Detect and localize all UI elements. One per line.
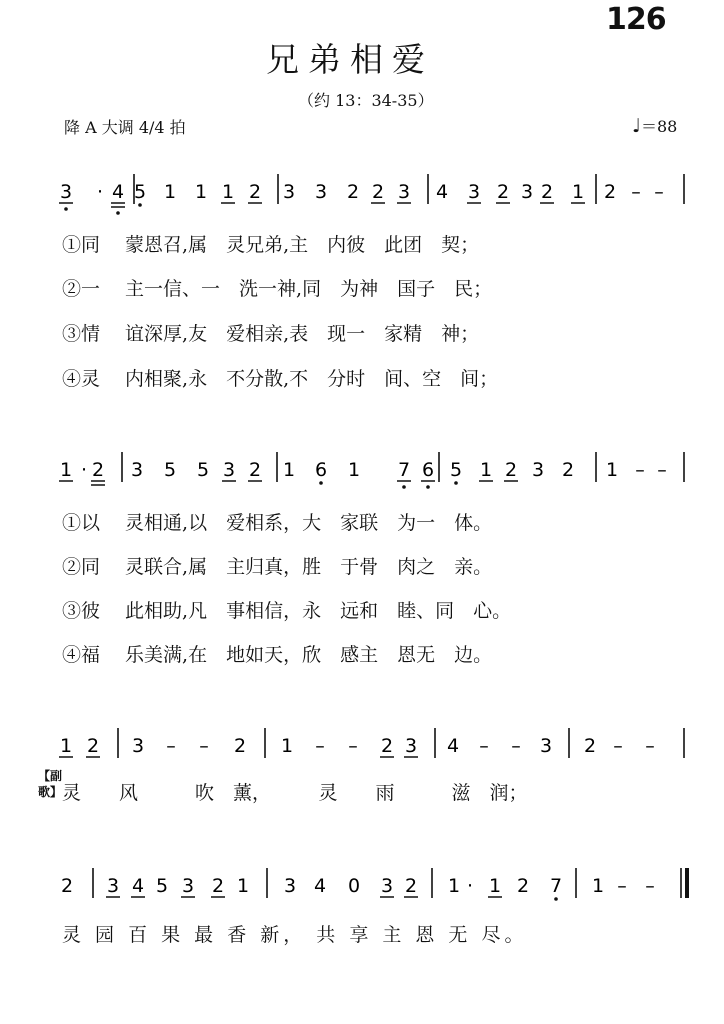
note: 6 bbox=[314, 459, 328, 481]
note: 3 bbox=[467, 181, 481, 203]
scripture-reference: （约 13：34-35） bbox=[298, 91, 434, 110]
note: 5 bbox=[449, 459, 463, 481]
note: 1 bbox=[280, 735, 294, 757]
note: 4 bbox=[446, 735, 460, 757]
note: 2 bbox=[211, 875, 225, 897]
notation-line-2 bbox=[0, 450, 724, 490]
note: 1 bbox=[479, 459, 493, 481]
note: 5 bbox=[196, 459, 210, 481]
notation-line-1 bbox=[0, 172, 724, 212]
note: 1 bbox=[488, 875, 502, 897]
octave-dot bbox=[116, 211, 120, 215]
note: 1 bbox=[591, 875, 605, 897]
note: – bbox=[617, 875, 627, 897]
note: – bbox=[645, 735, 655, 757]
note: – bbox=[479, 735, 489, 757]
tempo-value: ＝88 bbox=[640, 117, 678, 136]
note: 3 bbox=[181, 875, 195, 897]
note: 2 bbox=[346, 181, 360, 203]
note: 3 bbox=[282, 181, 296, 203]
octave-dot bbox=[319, 481, 323, 485]
note: 2 bbox=[603, 181, 617, 203]
note: 2 bbox=[248, 459, 262, 481]
note: 2 bbox=[583, 735, 597, 757]
note: 3 bbox=[380, 875, 394, 897]
note: 1 bbox=[194, 181, 208, 203]
lyric-line: ①同 蒙恩召,属 灵兄弟,主 内彼 此团 契； bbox=[62, 234, 480, 256]
octave-dot bbox=[426, 485, 430, 489]
note: 1 bbox=[163, 181, 177, 203]
octave-dot bbox=[554, 897, 558, 901]
note: – bbox=[511, 735, 521, 757]
note: 4 bbox=[435, 181, 449, 203]
note: – bbox=[631, 181, 641, 203]
lyric-line: ①以 灵相通,以 爱相系，大 家联 为一 体。 bbox=[62, 512, 493, 534]
note: – bbox=[645, 875, 655, 897]
note: – bbox=[348, 735, 358, 757]
note: 4 bbox=[131, 875, 145, 897]
page-number: 126 bbox=[606, 2, 666, 37]
quarter-note-icon: ♩ bbox=[632, 115, 641, 137]
note: 1 bbox=[447, 875, 461, 897]
note: – bbox=[199, 735, 209, 757]
note: 3 bbox=[222, 459, 236, 481]
note: 1 bbox=[59, 735, 73, 757]
note: 2 bbox=[86, 735, 100, 757]
note: 5 bbox=[163, 459, 177, 481]
note: 2 bbox=[60, 875, 74, 897]
note: – bbox=[635, 459, 645, 481]
note: 4 bbox=[111, 181, 125, 203]
note: 6 bbox=[421, 459, 435, 481]
note: 3 bbox=[539, 735, 553, 757]
note: – bbox=[654, 181, 664, 203]
note: – bbox=[613, 735, 623, 757]
note: 2 bbox=[380, 735, 394, 757]
lyric-line: 灵 园 百 果 最 香 新， 共 享 主 恩 无 尽。 bbox=[62, 924, 528, 946]
note: 1 bbox=[236, 875, 250, 897]
lyric-line: ②同 灵联合,属 主归真，胜 于骨 肉之 亲。 bbox=[62, 556, 493, 578]
note: 7 bbox=[397, 459, 411, 481]
note: – bbox=[315, 735, 325, 757]
notation-line-4 bbox=[0, 866, 724, 906]
note: · bbox=[96, 181, 104, 203]
note: · bbox=[80, 459, 88, 481]
note: 1 bbox=[571, 181, 585, 203]
octave-dot bbox=[138, 203, 142, 207]
song-title: 兄弟相爱 bbox=[266, 40, 434, 79]
lyric-line: ②一 主一信、一 洗一神,同 为神 国子 民； bbox=[62, 278, 493, 300]
note: 1 bbox=[347, 459, 361, 481]
note: 1 bbox=[605, 459, 619, 481]
note: – bbox=[657, 459, 667, 481]
tempo-marking bbox=[632, 114, 677, 137]
chorus-label: 【副歌】 bbox=[38, 769, 63, 799]
note: 2 bbox=[404, 875, 418, 897]
note: 2 bbox=[371, 181, 385, 203]
note: 1 bbox=[282, 459, 296, 481]
note: 0 bbox=[347, 875, 361, 897]
notation-line-3 bbox=[0, 726, 724, 766]
key-time-signature: 降 A 大调 4/4 拍 bbox=[64, 118, 186, 137]
note: 3 bbox=[404, 735, 418, 757]
note: 3 bbox=[531, 459, 545, 481]
note: 5 bbox=[155, 875, 169, 897]
note: 2 bbox=[504, 459, 518, 481]
note: 2 bbox=[540, 181, 554, 203]
note: 3 bbox=[131, 735, 145, 757]
note: · bbox=[466, 875, 474, 897]
note: 2 bbox=[516, 875, 530, 897]
note: 3 bbox=[283, 875, 297, 897]
note: 1 bbox=[59, 459, 73, 481]
note: 3 bbox=[106, 875, 120, 897]
note: 2 bbox=[561, 459, 575, 481]
note: 2 bbox=[233, 735, 247, 757]
note: 2 bbox=[91, 459, 105, 481]
lyric-line: 灵 风 吹 薰， 灵 雨 滋 润； bbox=[62, 782, 528, 804]
lyric-line: ④福 乐美满,在 地如天，欣 感主 恩无 边。 bbox=[62, 644, 493, 666]
note: 3 bbox=[59, 181, 73, 203]
note: 1 bbox=[221, 181, 235, 203]
lyric-line: ③彼 此相助,凡 事相信，永 远和 睦、同 心。 bbox=[62, 600, 512, 622]
note: 2 bbox=[248, 181, 262, 203]
octave-dot bbox=[64, 207, 68, 211]
note: 3 bbox=[520, 181, 534, 203]
note: 3 bbox=[314, 181, 328, 203]
note: 2 bbox=[496, 181, 510, 203]
note: – bbox=[166, 735, 176, 757]
note: 4 bbox=[313, 875, 327, 897]
note: 3 bbox=[130, 459, 144, 481]
octave-dot bbox=[454, 481, 458, 485]
octave-dot bbox=[402, 485, 406, 489]
note: 3 bbox=[397, 181, 411, 203]
note: 5 bbox=[133, 181, 147, 203]
note: 7 bbox=[549, 875, 563, 897]
lyric-line: ④灵 内相聚,永 不分散,不 分时 间、空 间； bbox=[62, 368, 499, 390]
lyric-line: ③情 谊深厚,友 爱相亲,表 现一 家精 神； bbox=[62, 323, 480, 345]
